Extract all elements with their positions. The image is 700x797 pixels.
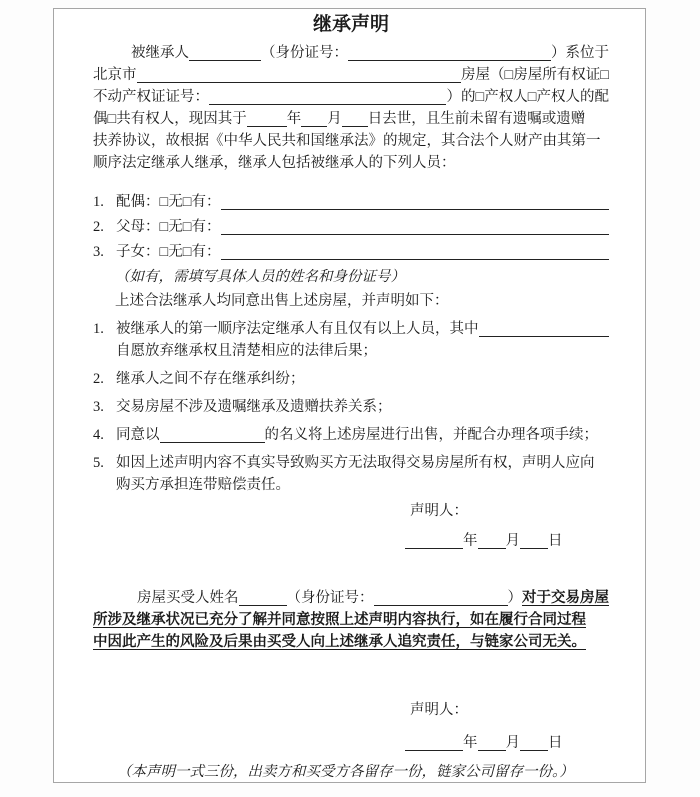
text-line bbox=[93, 64, 609, 86]
text-run: 配偶： bbox=[116, 194, 160, 210]
text-run: 产权人的配 bbox=[536, 89, 609, 105]
text-line bbox=[93, 452, 609, 474]
text-run: 房屋所有权证 bbox=[513, 67, 601, 83]
checkbox-icon: □ bbox=[159, 194, 169, 210]
text-run: ） bbox=[507, 590, 522, 606]
checkbox-icon: □ bbox=[159, 219, 169, 235]
text-line bbox=[93, 108, 609, 130]
emphasis-text: 对于交易房屋 bbox=[522, 590, 609, 606]
checkbox-icon: □ bbox=[182, 194, 192, 210]
list-number: 5. bbox=[93, 455, 104, 471]
checkbox-icon: □ bbox=[504, 67, 514, 83]
text-line bbox=[93, 368, 609, 390]
emphasis-text: 所涉及继承状况已充分了解并同意按照上述声明内容执行，如在履行合同过程 bbox=[93, 612, 586, 628]
blank-field bbox=[209, 91, 446, 105]
text-line bbox=[405, 732, 609, 754]
text-line bbox=[93, 396, 609, 418]
text-run: 年 bbox=[286, 111, 302, 127]
blank-field bbox=[520, 535, 548, 549]
text-run: 被继承人 bbox=[131, 45, 189, 61]
checkbox-icon: □ bbox=[527, 89, 537, 105]
text-line bbox=[405, 530, 609, 552]
emphasis-text: 中因此产生的风险及后果由买受人向上述继承人追究责任，与链家公司无关。 bbox=[93, 634, 586, 650]
text-line bbox=[93, 609, 609, 631]
blank-field bbox=[479, 323, 610, 337]
text-run: 父母： bbox=[116, 219, 160, 235]
blank-field bbox=[247, 113, 287, 127]
checkbox-icon: □ bbox=[159, 244, 169, 260]
list-number: 4. bbox=[93, 427, 104, 443]
text-run: 房屋买受人姓名 bbox=[137, 590, 239, 606]
text-line bbox=[93, 130, 609, 152]
text-run: 顺序法定继承人继承，继承人包括被继承人的下列人员： bbox=[93, 155, 456, 171]
text-line bbox=[93, 631, 609, 653]
text-line bbox=[93, 42, 609, 64]
heirs-list bbox=[93, 191, 609, 263]
text-run: 自愿放弃继承权且清楚相应的法律后果； bbox=[116, 343, 377, 359]
text-line bbox=[93, 340, 609, 362]
text-run: 无 bbox=[168, 219, 183, 235]
text-run: 的名义将上述房屋进行出售，并配合办理各项手续； bbox=[264, 427, 598, 443]
text-run: 同意以 bbox=[116, 427, 160, 443]
text-line bbox=[93, 86, 609, 108]
text-run: 如因上述声明内容不真实导致购买方无法取得交易房屋所有权，声明人应向 bbox=[116, 455, 595, 471]
text-run: 有： bbox=[191, 194, 221, 210]
text-run: （身份证号： bbox=[261, 45, 348, 61]
checkbox-icon: □ bbox=[600, 67, 609, 83]
text-run: 有： bbox=[191, 244, 221, 260]
blank-field bbox=[221, 196, 609, 210]
checkbox-icon: □ bbox=[182, 244, 192, 260]
text-line bbox=[93, 191, 609, 213]
blank-field bbox=[160, 429, 265, 443]
blank-field bbox=[301, 113, 327, 127]
text-line bbox=[93, 587, 609, 609]
blank-field bbox=[239, 592, 287, 606]
text-run: 房屋（ bbox=[460, 67, 505, 83]
text-line bbox=[93, 474, 609, 496]
text-run: 共有权人，现因其于 bbox=[116, 111, 247, 127]
text-run: 月 bbox=[327, 111, 342, 127]
blank-field bbox=[221, 221, 609, 235]
text-run: 购买方承担连带赔偿责任。 bbox=[116, 477, 290, 493]
text-run: 被继承人的第一顺序法定继承人有且仅有以上人员，其中 bbox=[116, 321, 479, 337]
text-run: 无 bbox=[168, 244, 183, 260]
statements-list bbox=[93, 318, 609, 496]
list-number: 1. bbox=[93, 321, 104, 337]
list-number: 3. bbox=[93, 244, 104, 260]
text-run: 不动产权证证号： bbox=[93, 89, 209, 105]
blank-field bbox=[348, 47, 551, 61]
blank-field bbox=[374, 592, 508, 606]
blank-field bbox=[342, 113, 368, 127]
text-run: ）系位于 bbox=[551, 45, 609, 61]
text-line bbox=[93, 424, 609, 446]
copies-note: （本声明一式三份，出卖方和买受方各留存一份，链家公司留存一份。） bbox=[117, 764, 574, 780]
document-title: 继承声明 bbox=[312, 14, 389, 35]
blank-field bbox=[189, 47, 261, 61]
list-number: 3. bbox=[93, 399, 104, 415]
text-run: 日去世，且生前未留有遗嘱或遗赠 bbox=[367, 111, 586, 127]
declarant-label: 声明人： bbox=[410, 702, 468, 718]
list-number: 2. bbox=[93, 371, 104, 387]
buyer-paragraph bbox=[93, 587, 609, 653]
checkbox-icon: □ bbox=[475, 89, 485, 105]
blank-field bbox=[137, 69, 461, 83]
signature-date-line bbox=[405, 530, 609, 552]
text-run: 有： bbox=[191, 219, 221, 235]
text-run: 继承人之间不存在继承纠纷； bbox=[116, 371, 305, 387]
text-run: 年 bbox=[463, 735, 478, 751]
declaration-lead: 上述合法继承人均同意出售上述房屋，并声明如下： bbox=[115, 293, 449, 309]
text-run: 北京市 bbox=[93, 67, 137, 83]
text-run: 月 bbox=[505, 533, 520, 549]
text-run: 年 bbox=[463, 533, 478, 549]
blank-field bbox=[478, 535, 506, 549]
document-page bbox=[53, 8, 646, 783]
declarant-label: 声明人： bbox=[410, 503, 468, 519]
text-line bbox=[93, 318, 609, 340]
signature-date-line bbox=[405, 732, 609, 754]
blank-field bbox=[221, 246, 609, 260]
text-run: 扶养协议，故根据《中华人民共和国继承法》的规定，其合法个人财产由其第一 bbox=[93, 133, 601, 149]
text-line bbox=[93, 241, 609, 263]
text-run: ）的 bbox=[446, 89, 476, 105]
blank-field bbox=[478, 737, 506, 751]
buyer-signature-block bbox=[405, 699, 609, 754]
text-run: 日 bbox=[548, 735, 563, 751]
blank-field bbox=[405, 737, 463, 751]
text-run: （身份证号： bbox=[286, 590, 374, 606]
list-number: 1. bbox=[93, 194, 104, 210]
text-run: 月 bbox=[505, 735, 520, 751]
checkbox-icon: □ bbox=[107, 111, 117, 127]
text-run: 无 bbox=[168, 194, 183, 210]
text-run: 产权人 bbox=[484, 89, 528, 105]
text-run: 日 bbox=[548, 533, 563, 549]
text-line bbox=[93, 216, 609, 238]
declarant-signature-block bbox=[405, 500, 609, 552]
checkbox-icon: □ bbox=[182, 219, 192, 235]
text-run: 偶 bbox=[93, 111, 108, 127]
text-line bbox=[93, 152, 609, 174]
blank-field bbox=[520, 737, 548, 751]
intro-paragraph bbox=[93, 42, 609, 174]
heirs-note: （如有，需填写具体人员的姓名和身份证号） bbox=[115, 269, 405, 285]
list-number: 2. bbox=[93, 219, 104, 235]
blank-field bbox=[405, 535, 463, 549]
text-run: 交易房屋不涉及遗嘱继承及遗赠扶养关系； bbox=[116, 399, 392, 415]
text-run: 子女： bbox=[116, 244, 160, 260]
